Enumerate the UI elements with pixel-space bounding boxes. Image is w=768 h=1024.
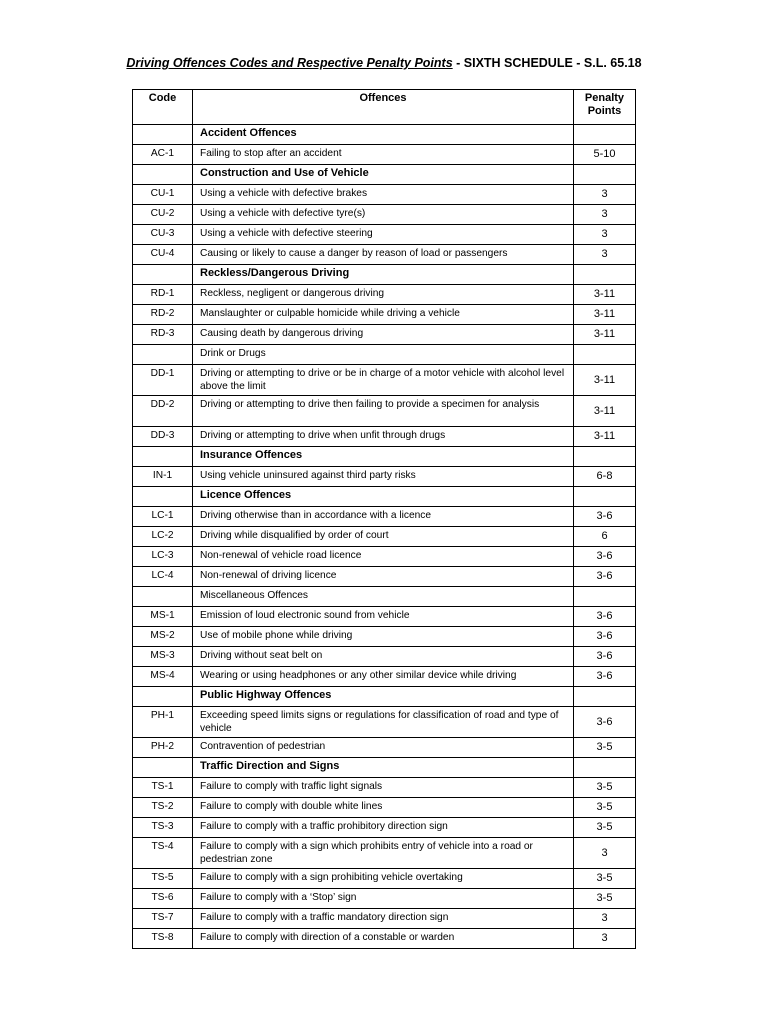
- offence-code: PH-2: [133, 738, 193, 758]
- section-row: [133, 447, 636, 467]
- penalty-points: 3: [574, 929, 636, 949]
- table-row: [133, 225, 636, 245]
- section-points-cell: [574, 165, 636, 185]
- penalty-points: 3-6: [574, 607, 636, 627]
- section-points-cell: [574, 447, 636, 467]
- offence-description: Wearing or using headphones or any other similar device while driving: [193, 667, 574, 687]
- section-code-cell: [133, 345, 193, 365]
- offence-description: Emission of loud electronic sound from vehicle: [193, 607, 574, 627]
- offence-code: CU-1: [133, 185, 193, 205]
- penalty-points: 3: [574, 225, 636, 245]
- offence-description: Driving or attempting to drive when unfit through drugs: [193, 427, 574, 447]
- offence-description: Using a vehicle with defective tyre(s): [193, 205, 574, 225]
- table-row: [133, 838, 636, 869]
- section-label: Construction and Use of Vehicle: [193, 165, 574, 185]
- title-separator: -: [452, 56, 464, 70]
- offence-description: Driving otherwise than in accordance with a licence: [193, 507, 574, 527]
- offence-code: PH-1: [133, 707, 193, 738]
- offence-description: Reckless, negligent or dangerous driving: [193, 285, 574, 305]
- table-row: [133, 627, 636, 647]
- table-row: [133, 607, 636, 627]
- offence-description: Failure to comply with direction of a constable or warden: [193, 929, 574, 949]
- table-row: [133, 285, 636, 305]
- section-label: Insurance Offences: [193, 447, 574, 467]
- offence-description: Failure to comply with a traffic prohibitory direction sign: [193, 818, 574, 838]
- offence-code: RD-3: [133, 325, 193, 345]
- section-code-cell: [133, 265, 193, 285]
- section-row: [133, 265, 636, 285]
- offence-description: Driving or attempting to drive then failing to provide a specimen for analysis: [193, 396, 574, 427]
- table-row: [133, 798, 636, 818]
- offence-code: MS-1: [133, 607, 193, 627]
- offence-code: CU-4: [133, 245, 193, 265]
- offence-description: Manslaughter or culpable homicide while driving a vehicle: [193, 305, 574, 325]
- table-row: [133, 738, 636, 758]
- penalty-points: 3: [574, 909, 636, 929]
- penalty-points: 3-6: [574, 667, 636, 687]
- offence-code: MS-3: [133, 647, 193, 667]
- penalty-points: 3-11: [574, 305, 636, 325]
- penalty-points: 3: [574, 838, 636, 869]
- offence-code: LC-4: [133, 567, 193, 587]
- table-row: [133, 245, 636, 265]
- offence-code: RD-2: [133, 305, 193, 325]
- offence-description: Using a vehicle with defective steering: [193, 225, 574, 245]
- table-row: [133, 909, 636, 929]
- offence-code: DD-2: [133, 396, 193, 427]
- penalty-points: 3-5: [574, 889, 636, 909]
- offence-description: Causing death by dangerous driving: [193, 325, 574, 345]
- offence-description: Driving without seat belt on: [193, 647, 574, 667]
- offence-code: CU-2: [133, 205, 193, 225]
- table-row: [133, 145, 636, 165]
- offence-description: Failing to stop after an accident: [193, 145, 574, 165]
- offence-description: Failure to comply with a traffic mandatory direction sign: [193, 909, 574, 929]
- offence-description: Failure to comply with double white lines: [193, 798, 574, 818]
- offence-description: Non-renewal of driving licence: [193, 567, 574, 587]
- offence-code: MS-2: [133, 627, 193, 647]
- offence-code: IN-1: [133, 467, 193, 487]
- section-row: [133, 345, 636, 365]
- offence-code: DD-3: [133, 427, 193, 447]
- penalty-points: 3-5: [574, 818, 636, 838]
- section-label: Traffic Direction and Signs: [193, 758, 574, 778]
- table-row: [133, 869, 636, 889]
- section-code-cell: [133, 758, 193, 778]
- section-points-cell: [574, 758, 636, 778]
- offence-description: Failure to comply with a sign prohibiting vehicle overtaking: [193, 869, 574, 889]
- section-code-cell: [133, 165, 193, 185]
- offence-code: DD-1: [133, 365, 193, 396]
- penalty-points: 3-5: [574, 869, 636, 889]
- offence-description: Failure to comply with a ‘Stop’ sign: [193, 889, 574, 909]
- offence-code: LC-2: [133, 527, 193, 547]
- penalty-points: 3-5: [574, 798, 636, 818]
- offence-code: TS-7: [133, 909, 193, 929]
- table-row: [133, 707, 636, 738]
- table-row: [133, 396, 636, 427]
- table-row: [133, 527, 636, 547]
- penalty-points: 3-6: [574, 567, 636, 587]
- section-points-cell: [574, 487, 636, 507]
- penalty-points-table: [132, 89, 636, 949]
- section-code-cell: [133, 487, 193, 507]
- table-row: [133, 365, 636, 396]
- table-body: [133, 125, 636, 949]
- section-label: Licence Offences: [193, 487, 574, 507]
- penalty-points: 3-6: [574, 547, 636, 567]
- table-row: [133, 818, 636, 838]
- table-row: [133, 889, 636, 909]
- table-row: [133, 647, 636, 667]
- penalty-points: 3-6: [574, 627, 636, 647]
- section-label: Miscellaneous Offences: [193, 587, 574, 607]
- penalty-points: 5-10: [574, 145, 636, 165]
- offence-code: LC-1: [133, 507, 193, 527]
- section-label: Drink or Drugs: [193, 345, 574, 365]
- table-row: [133, 507, 636, 527]
- offence-code: MS-4: [133, 667, 193, 687]
- section-row: [133, 125, 636, 145]
- section-code-cell: [133, 125, 193, 145]
- section-code-cell: [133, 687, 193, 707]
- section-code-cell: [133, 447, 193, 467]
- section-row: [133, 687, 636, 707]
- table-row: [133, 305, 636, 325]
- penalty-points: 3-11: [574, 325, 636, 345]
- header-code: Code: [133, 90, 193, 125]
- table-row: [133, 567, 636, 587]
- offence-description: Using vehicle uninsured against third party risks: [193, 467, 574, 487]
- table-row: [133, 427, 636, 447]
- offence-code: TS-1: [133, 778, 193, 798]
- table-row: [133, 547, 636, 567]
- offence-description: Non-renewal of vehicle road licence: [193, 547, 574, 567]
- offence-code: AC-1: [133, 145, 193, 165]
- penalty-points: 3: [574, 185, 636, 205]
- penalty-points: 6-8: [574, 467, 636, 487]
- penalty-points: 3: [574, 205, 636, 225]
- penalty-points: 3-11: [574, 285, 636, 305]
- offence-code: TS-3: [133, 818, 193, 838]
- offence-description: Exceeding speed limits signs or regulations for classification of road and type of vehicle: [193, 707, 574, 738]
- offence-description: Causing or likely to cause a danger by reason of load or passengers: [193, 245, 574, 265]
- offence-code: LC-3: [133, 547, 193, 567]
- penalty-points: 6: [574, 527, 636, 547]
- penalty-points: 3-11: [574, 365, 636, 396]
- offence-description: Driving or attempting to drive or be in charge of a motor vehicle with alcohol level above the limit: [193, 365, 574, 396]
- table-row: [133, 667, 636, 687]
- offence-code: TS-8: [133, 929, 193, 949]
- table-row: [133, 205, 636, 225]
- section-label: Public Highway Offences: [193, 687, 574, 707]
- offence-description: Contravention of pedestrian: [193, 738, 574, 758]
- penalty-points: 3-5: [574, 738, 636, 758]
- section-row: [133, 758, 636, 778]
- offence-code: TS-2: [133, 798, 193, 818]
- penalty-points: 3-6: [574, 647, 636, 667]
- section-points-cell: [574, 587, 636, 607]
- table-row: [133, 185, 636, 205]
- offence-code: TS-6: [133, 889, 193, 909]
- offence-code: RD-1: [133, 285, 193, 305]
- offence-code: CU-3: [133, 225, 193, 245]
- section-label: Accident Offences: [193, 125, 574, 145]
- section-points-cell: [574, 265, 636, 285]
- table-row: [133, 929, 636, 949]
- offence-description: Using a vehicle with defective brakes: [193, 185, 574, 205]
- section-label: Reckless/Dangerous Driving: [193, 265, 574, 285]
- section-row: [133, 487, 636, 507]
- title-main: Driving Offences Codes and Respective Penalty Points: [126, 56, 453, 70]
- section-points-cell: [574, 345, 636, 365]
- offence-description: Driving while disqualified by order of court: [193, 527, 574, 547]
- header-offences: Offences: [193, 90, 574, 125]
- offence-description: Failure to comply with traffic light signals: [193, 778, 574, 798]
- penalty-points: 3-11: [574, 396, 636, 427]
- offence-code: TS-5: [133, 869, 193, 889]
- header-penalty-points: Penalty Points: [574, 90, 636, 125]
- penalty-points: 3-6: [574, 707, 636, 738]
- penalty-points: 3-6: [574, 507, 636, 527]
- section-points-cell: [574, 125, 636, 145]
- title-suffix: SIXTH SCHEDULE - S.L. 65.18: [463, 56, 642, 70]
- table-row: [133, 325, 636, 345]
- table-row: [133, 467, 636, 487]
- section-points-cell: [574, 687, 636, 707]
- penalty-points: 3-11: [574, 427, 636, 447]
- table-header-row: [133, 90, 636, 125]
- offence-description: Use of mobile phone while driving: [193, 627, 574, 647]
- section-row: [133, 587, 636, 607]
- offence-code: TS-4: [133, 838, 193, 869]
- section-row: [133, 165, 636, 185]
- table-row: [133, 778, 636, 798]
- section-code-cell: [133, 587, 193, 607]
- offence-description: Failure to comply with a sign which prohibits entry of vehicle into a road or pedestrian zone: [193, 838, 574, 869]
- penalty-points: 3-5: [574, 778, 636, 798]
- penalty-points: 3: [574, 245, 636, 265]
- document-title: [0, 56, 768, 70]
